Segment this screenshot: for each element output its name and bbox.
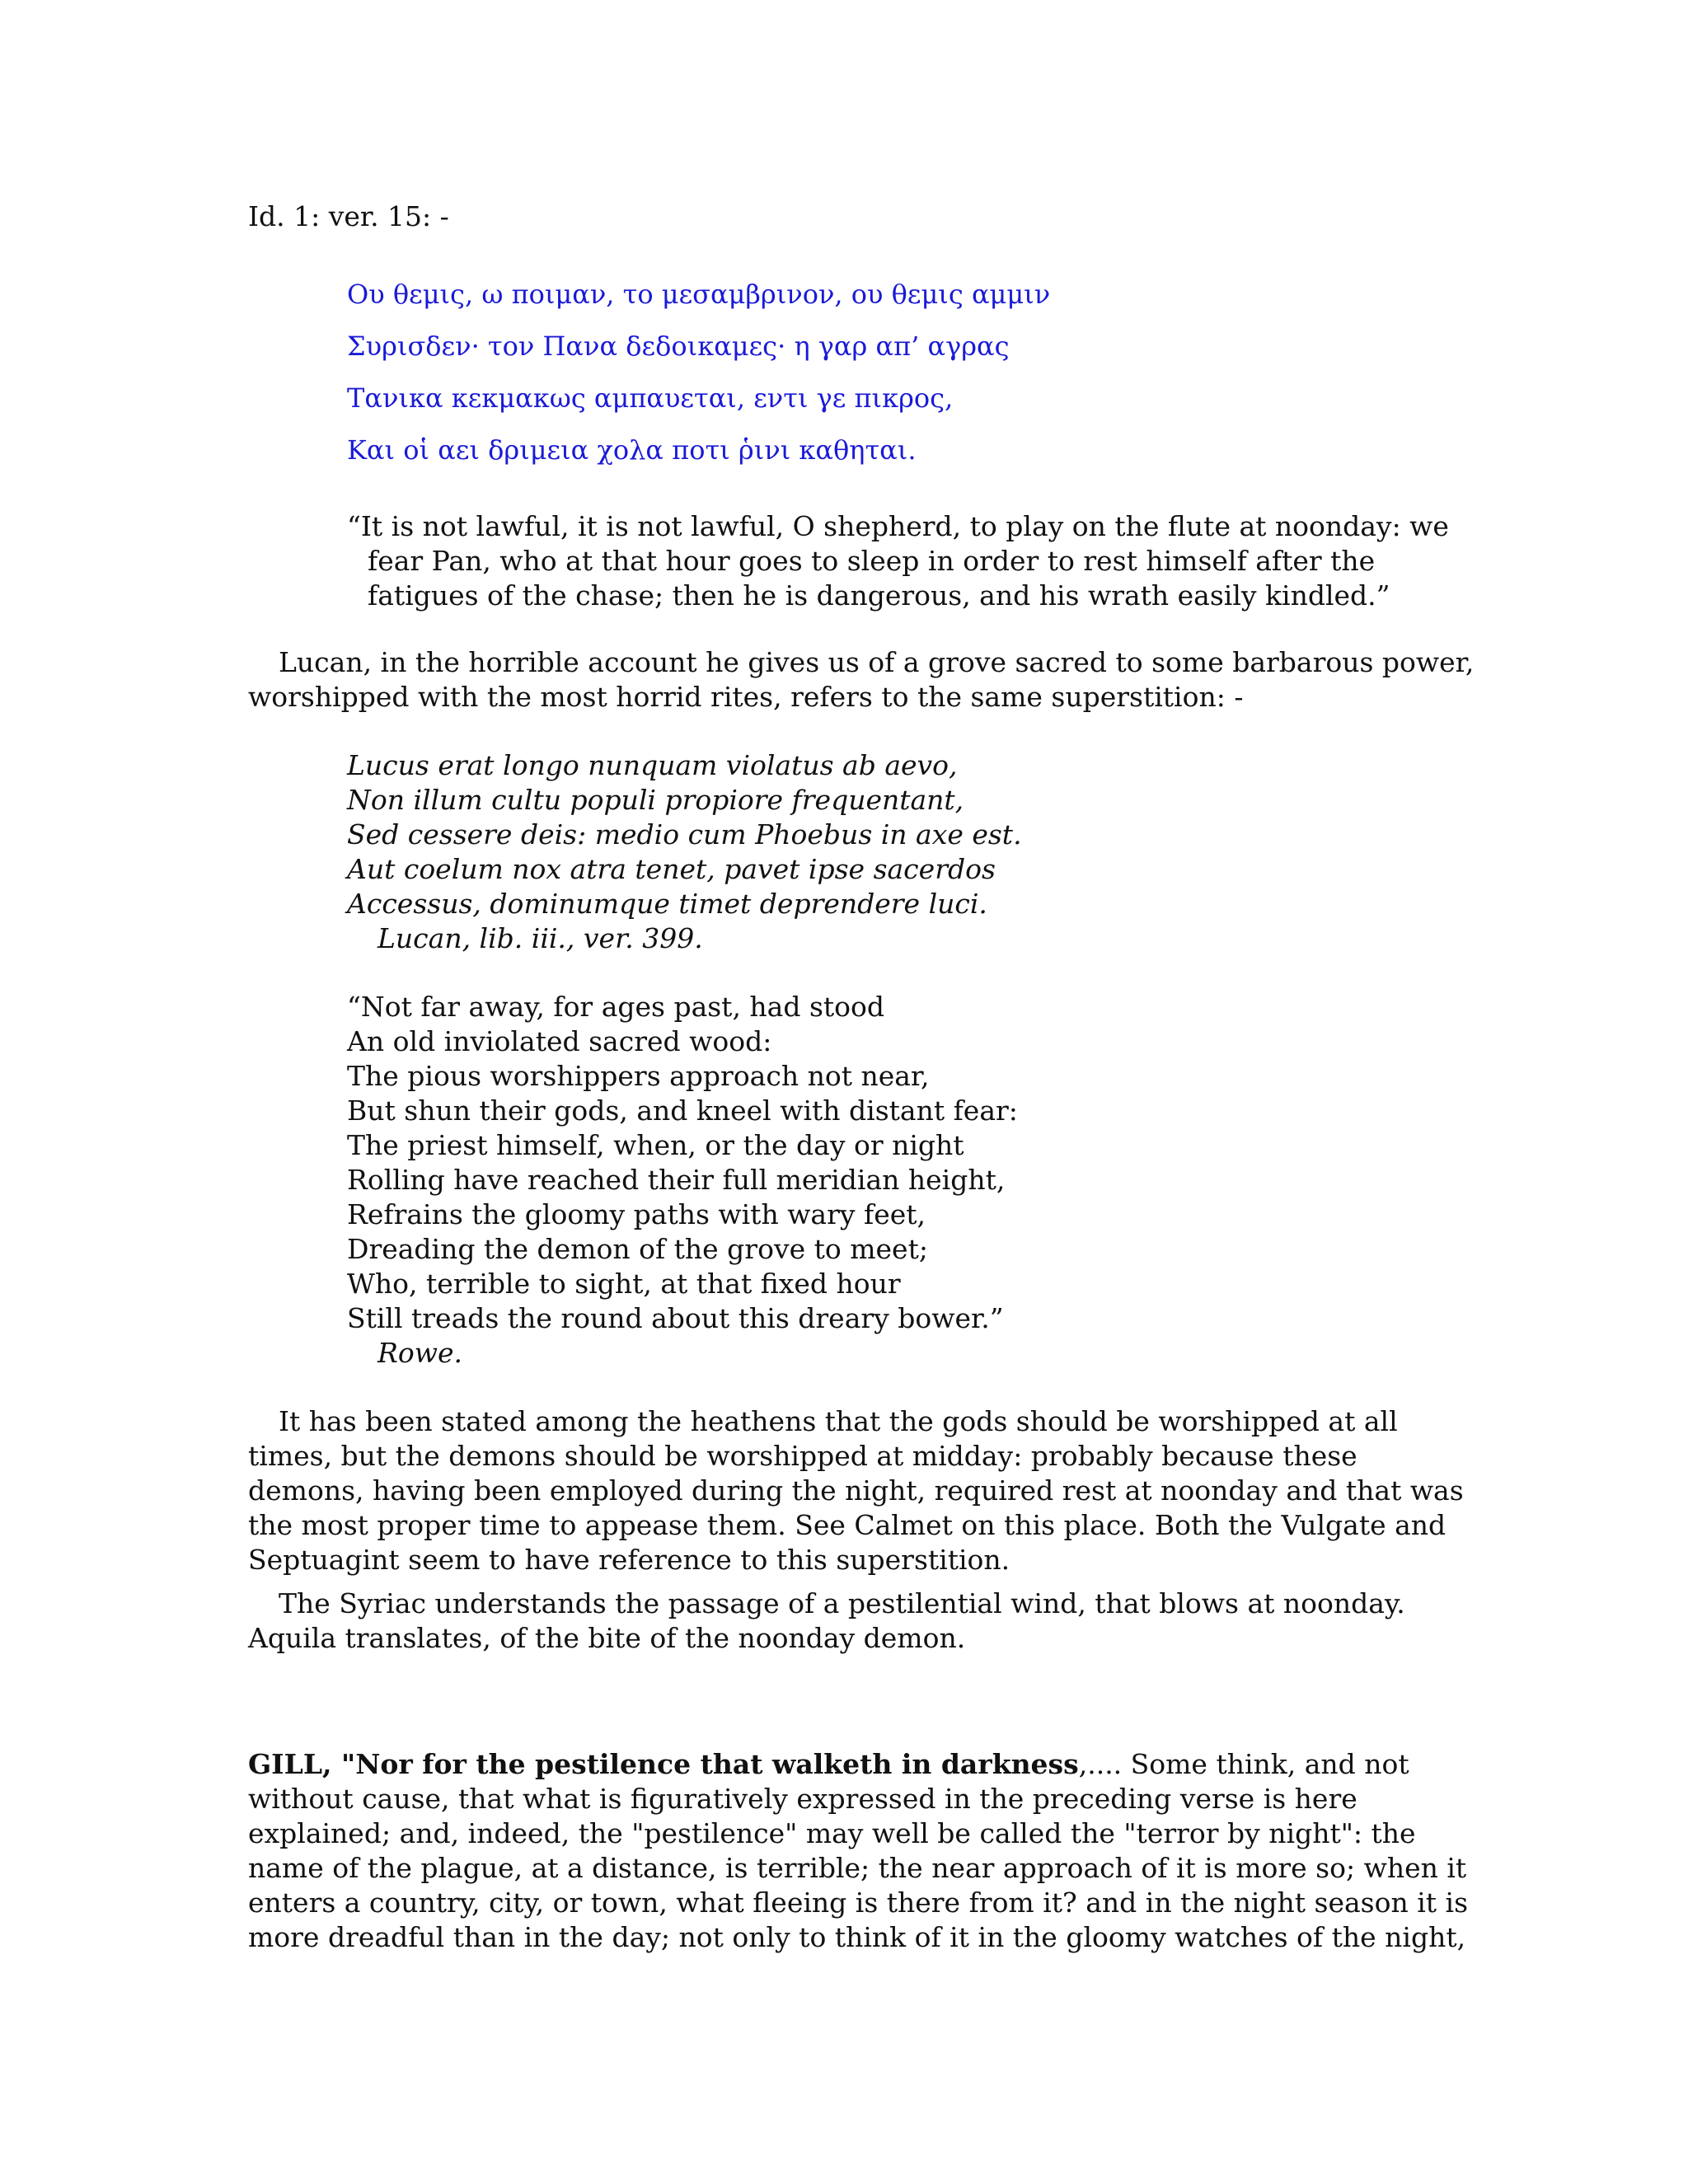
gill-commentary-line: without cause, that what is figuratively expressed in the preceding verse is here (248, 1783, 1357, 1815)
gill-commentary-heading (248, 1747, 1409, 1782)
lucan-intro-line: worshipped with the most horrid rites, refers to the same superstition: - (248, 681, 1244, 713)
greek-translation-line: “It is not lawful, it is not lawful, O shepherd, to play on the flute at noonday: we (347, 510, 1449, 542)
poem-citation: Rowe. (377, 1337, 462, 1369)
gill-commentary-line: explained; and, indeed, the "pestilence" may well be called the "terror by night": the (248, 1817, 1416, 1849)
gill-heading-bold: GILL, "Nor for the pestilence that walketh in darkness (248, 1748, 1079, 1780)
verse-reference: Id. 1: ver. 15: - (248, 200, 449, 232)
greek-verse-line: Συρισδεν· τον Πανα δεδοικαμες· η γαρ απ’ αγρας (347, 330, 1010, 362)
latin-verse-line: Sed cessere deis: medio cum Phoebus in axe est. (347, 818, 1022, 851)
gill-commentary-line: enters a country, city, or town, what fleeing is there from it? and in the night season it is (248, 1886, 1469, 1919)
english-poem-line: Who, terrible to sight, at that fixed hour (347, 1268, 901, 1300)
heathens-paragraph-line: times, but the demons should be worshipped at midday: probably because these (248, 1440, 1357, 1472)
greek-verse-line: Τανικα κεκμακως αμπαυεται, εντι γε πικρος, (347, 382, 954, 414)
english-poem-line: Rolling have reached their full meridian height, (347, 1164, 1006, 1196)
english-poem-line: “Not far away, for ages past, had stood (347, 991, 885, 1023)
english-poem-line: But shun their gods, and kneel with distant fear: (347, 1094, 1018, 1127)
greek-translation-line: fatigues of the chase; then he is dangerous, and his wrath easily kindled.” (368, 579, 1390, 612)
latin-verse-line: Accessus, dominumque timet deprendere luci. (347, 888, 987, 920)
english-poem-line: Still treads the round about this dreary bower.” (347, 1302, 1004, 1334)
latin-verse-line: Lucus erat longo nunquam violatus ab aevo, (347, 749, 958, 781)
english-poem-line: Refrains the gloomy paths with wary feet, (347, 1198, 926, 1230)
english-poem-line: The priest himself, when, or the day or night (347, 1129, 964, 1161)
greek-verse-line: Ου θεμις, ω ποιμαν, το μεσαμβρινον, ου θεμις αμμιν (347, 279, 1051, 310)
greek-translation-line: fear Pan, who at that hour goes to sleep in order to rest himself after the (368, 545, 1376, 577)
heathens-paragraph-line: the most proper time to appease them. See Calmet on this place. Both the Vulgate and (248, 1509, 1447, 1541)
latin-verse-line: Non illum cultu populi propiore frequentant, (347, 784, 964, 816)
greek-verse-line: Και οἱ αει δριμεια χολα ποτι ῥινι καθηται. (347, 434, 917, 466)
english-poem-line: The pious worshippers approach not near, (347, 1060, 930, 1092)
english-poem-line: Dreading the demon of the grove to meet; (347, 1233, 928, 1265)
english-poem-line: An old inviolated sacred wood: (347, 1025, 772, 1057)
heathens-paragraph-line: demons, having been employed during the night, required rest at noonday and that was (248, 1474, 1464, 1507)
heathens-paragraph-line: Septuagint seem to have reference to this superstition. (248, 1544, 1010, 1576)
lucan-intro-line: Lucan, in the horrible account he gives us of a grove sacred to some barbarous power, (279, 646, 1475, 678)
heathens-paragraph-line: It has been stated among the heathens that the gods should be worshipped at all (279, 1405, 1398, 1437)
syriac-paragraph-line: The Syriac understands the passage of a pestilential wind, that blows at noonday. (279, 1587, 1405, 1619)
gill-commentary-line: name of the plague, at a distance, is terrible; the near approach of it is more so; when it (248, 1852, 1467, 1884)
gill-commentary-line: more dreadful than in the day; not only to think of it in the gloomy watches of the night, (248, 1921, 1466, 1953)
syriac-paragraph-line: Aquila translates, of the bite of the noonday demon. (248, 1622, 966, 1654)
latin-citation: Lucan, lib. iii., ver. 399. (377, 922, 703, 954)
gill-heading-rest: ,.... Some think, and not (1078, 1748, 1409, 1780)
latin-verse-line: Aut coelum nox atra tenet, pavet ipse sacerdos (347, 853, 996, 885)
